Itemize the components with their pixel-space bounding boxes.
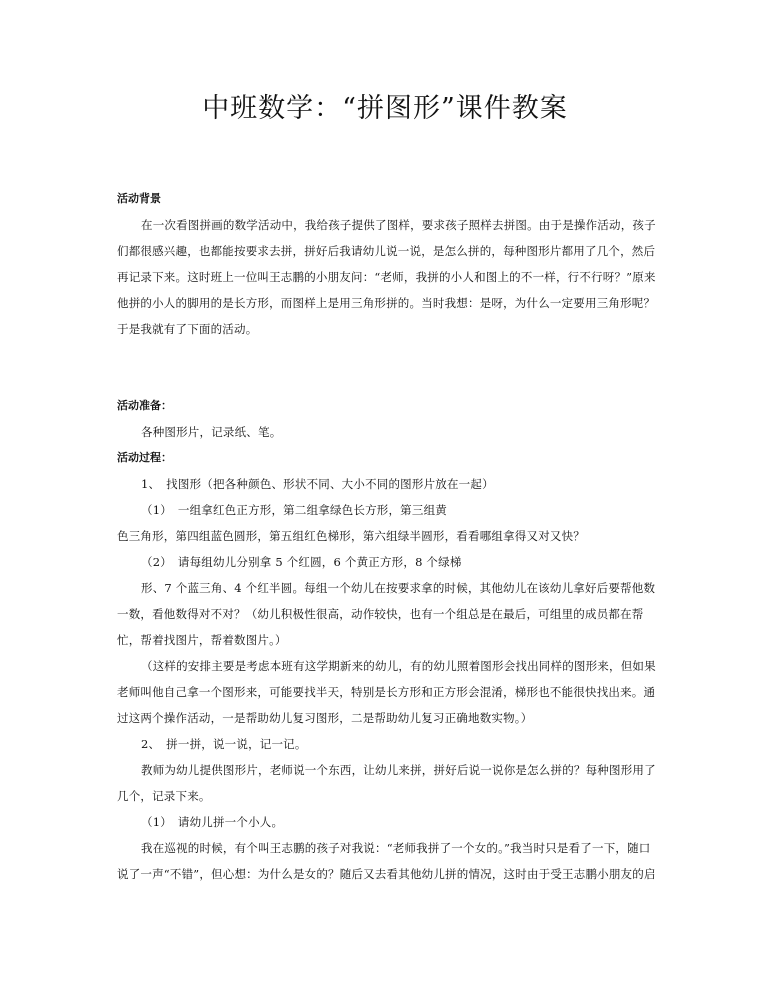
paragraph-line: （1） 一组拿红色正方形，第二组拿绿色长方形，第三组黄 [141, 503, 447, 517]
paragraph-line: 教师为幼儿提供图形片，老师说一个东西，让幼儿来拼，拼好后说一说你是怎么拼的？每种图形用了 [141, 763, 656, 777]
paragraph-line: 在一次看图拼画的数学活动中，我给孩子提供了图样，要求孩子照样去拼图。由于是操作活动，孩子 [141, 218, 656, 232]
list-item-step-2: 2、 拼一拼，说一说，记一记。 [141, 737, 307, 751]
paragraph-line: 各种图形片，记录纸、笔。 [141, 425, 282, 439]
paragraph-line: 一数，看他数得对不对？（幼儿积极性很高，动作较快，也有一个组总是在最后，可组里的成员都在帮 [117, 607, 644, 621]
paragraph-line: 他拼的小人的脚用的是长方形，而图样上是用三角形拼的。当时我想：是呀，为什么一定要用三角形呢？ [117, 296, 656, 310]
paragraph-line: 忙，帮着找图片，帮着数图片。） [117, 633, 287, 647]
paragraph-line: 形、7 个蓝三角、4 个红半圆。每组一个幼儿在按要求拿的时候，其他幼儿在该幼儿拿好后要帮他数 [141, 581, 656, 595]
paragraph-line: 再记录下来。这时班上一位叫王志鹏的小朋友问：“老师，我拼的小人和图上的不一样，行不行呀？”原来 [117, 270, 656, 284]
document-title: 中班数学：“拼图形”课件教案 [202, 93, 568, 124]
section-heading-background: 活动背景 [117, 192, 161, 205]
paragraph-line: 色三角形，第四组蓝色圆形，第五组红色梯形，第六组绿半圆形，看看哪组拿得又对又快？ [117, 529, 585, 543]
paragraph-line: 几个，记录下来。 [117, 789, 211, 803]
section-background [117, 186, 657, 342]
paragraph-line: （2） 请每组幼儿分别拿 5 个红圆，6 个黄正方形，8 个绿梯 [141, 555, 462, 569]
section-process [117, 445, 657, 887]
section-heading-prep: 活动准备： [117, 399, 172, 412]
paragraph-line: 老师叫他自己拿一个图形来，可能要找半天，特别是长方形和正方形会混淆，梯形也不能很快找出来。通 [117, 685, 656, 699]
section-prep [117, 393, 657, 445]
paragraph-line: （1） 请幼儿拼一个小人。 [141, 815, 284, 829]
paragraph-line: 们都很感兴趣，也都能按要求去拼，拼好后我请幼儿说一说，是怎么拼的，每种图形片都用了几个，然后 [117, 244, 656, 258]
paragraph-line: 过这两个操作活动，一是帮助幼儿复习图形，二是帮助幼儿复习正确地数实物。） [117, 711, 533, 725]
section-heading-process: 活动过程： [117, 451, 172, 464]
paragraph-line: 说了一声“不错”，但心想：为什么是女的？随后又去看其他幼儿拼的情况，这时由于受王志鹏小朋友的启 [117, 867, 656, 881]
paragraph-line: （这样的安排主要是考虑本班有这学期新来的幼儿，有的幼儿照着图形会找出同样的图形来，但如果 [141, 659, 656, 673]
paragraph-line: 我在巡视的时候，有个叫王志鹏的孩子对我说：“老师我拼了一个女的。”我当时只是看了一下，随口 [141, 841, 651, 855]
paragraph-line: 于是我就有了下面的活动。 [117, 322, 258, 336]
list-item-step-1: 1、 找图形（把各种颜色、形状不同、大小不同的图形片放在一起） [141, 477, 494, 491]
